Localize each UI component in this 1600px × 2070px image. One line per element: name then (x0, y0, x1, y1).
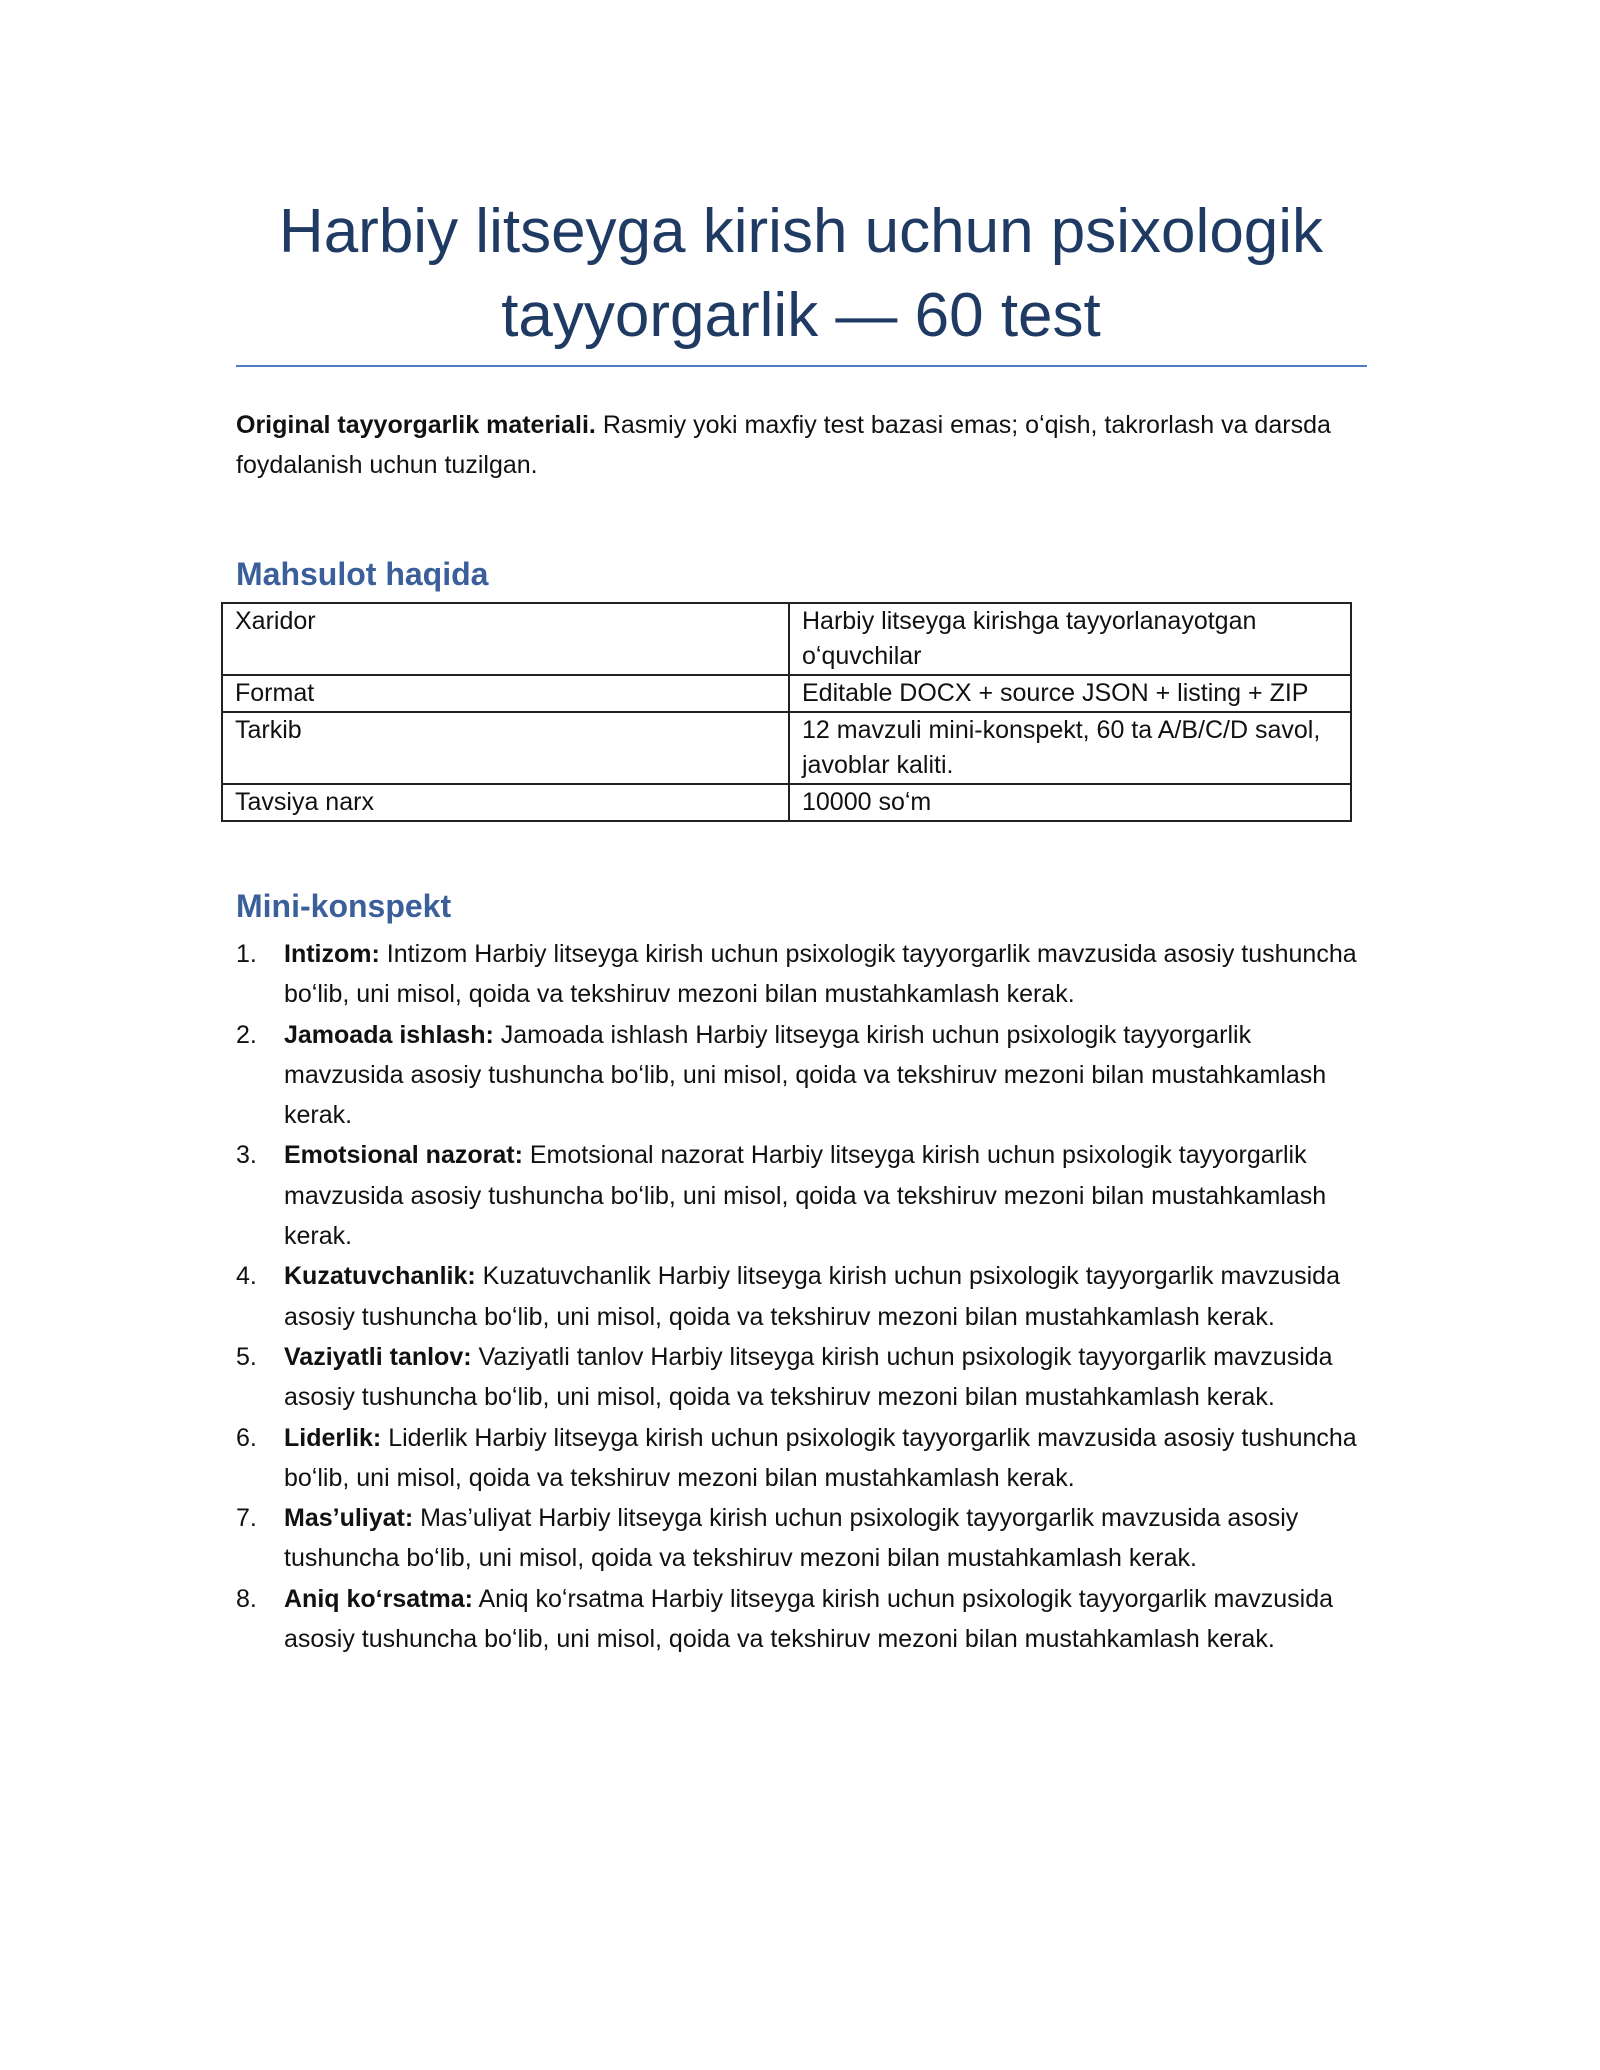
table-cell-key: Tavsiya narx (222, 784, 789, 821)
list-item-term: Liderlik: (284, 1423, 382, 1452)
konspekt-heading: Mini-konspekt (236, 888, 452, 924)
list-item-term: Emotsional nazorat: (284, 1141, 523, 1170)
list-item-number: 3. (236, 1141, 257, 1170)
list-item-number: 2. (236, 1020, 257, 1049)
list-item (236, 1015, 1376, 1136)
list-item-term: Kuzatuvchanlik: (284, 1262, 476, 1291)
list-item (236, 1135, 1376, 1256)
list-item-text: Jamoada ishlash Harbiy litseyga kirish uchun psixologik tayyorgarlik mavzusida asosiy tushuncha boʻlib, uni misol, qoida va tekshiruv mezoni bilan mustahkamlash kerak. (284, 1020, 1327, 1130)
list-item-text: Vaziyatli tanlov Harbiy litseyga kirish uchun psixologik tayyorgarlik mavzusida asosiy tushuncha boʻlib, uni misol, qoida va tekshiruv mezoni bilan mustahkamlash kerak. (284, 1342, 1333, 1412)
table-cell-key: Tarkib (222, 712, 789, 784)
list-item-term: Vaziyatli tanlov: (284, 1342, 472, 1371)
list-item-text: Intizom Harbiy litseyga kirish uchun psixologik tayyorgarlik mavzusida asosiy tushuncha boʻlib, uni misol, qoida va tekshiruv mezoni bilan mustahkamlash kerak. (284, 940, 1357, 1009)
list-item (236, 934, 1376, 1015)
list-item-text: Liderlik Harbiy litseyga kirish uchun psixologik tayyorgarlik mavzusida asosiy tushuncha boʻlib, uni misol, qoida va tekshiruv mezoni bilan mustahkamlash kerak. (284, 1423, 1357, 1492)
list-item-number: 6. (236, 1423, 257, 1452)
table-row (222, 784, 1351, 821)
list-item-term: Intizom: (284, 940, 380, 968)
intro-text: Rasmiy yoki maxfiy test bazasi emas; oʻqish, takrorlash va darsda foydalanish uchun tuzilgan. (236, 411, 1331, 479)
list-item-number: 5. (236, 1342, 257, 1371)
product-info-table (221, 602, 1352, 822)
list-item-text: Emotsional nazorat Harbiy litseyga kirish uchun psixologik tayyorgarlik mavzusida asosiy tushuncha boʻlib, uni misol, qoida va tekshiruv mezoni bilan mustahkamlash kerak. (284, 1141, 1327, 1251)
list-item (236, 1579, 1376, 1660)
list-item-text: Mas’uliyat Harbiy litseyga kirish uchun psixologik tayyorgarlik mavzusida asosiy tushuncha boʻlib, uni misol, qoida va tekshiruv mezoni bilan mustahkamlash kerak. (284, 1504, 1299, 1573)
list-item-term: Aniq koʻrsatma: (284, 1584, 473, 1613)
list-item-text: Aniq koʻrsatma Harbiy litseyga kirish uchun psixologik tayyorgarlik mavzusida asosiy tushuncha boʻlib, uni misol, qoida va tekshiruv mezoni bilan mustahkamlash kerak. (284, 1584, 1334, 1654)
title-divider (236, 365, 1367, 367)
list-item (236, 1337, 1376, 1418)
list-item-text: Kuzatuvchanlik Harbiy litseyga kirish uchun psixologik tayyorgarlik mavzusida asosiy tushuncha boʻlib, uni misol, qoida va tekshiruv mezoni bilan mustahkamlash kerak. (284, 1262, 1340, 1331)
table-cell-key: Format (222, 675, 789, 712)
konspekt-list (236, 934, 1376, 1659)
list-item-number: 7. (236, 1504, 257, 1533)
list-item-term: Mas’uliyat: (284, 1504, 414, 1533)
list-item-term: Jamoada ishlash: (284, 1020, 494, 1049)
table-row (222, 712, 1351, 784)
table-cell-value: Harbiy litseyga kirishga tayyorlanayotgan oʻquvchilar (789, 603, 1351, 675)
list-item-number: 8. (236, 1584, 257, 1613)
list-item-number: 4. (236, 1262, 257, 1291)
table-cell-value: 10000 soʻm (789, 784, 1351, 821)
table-cell-key: Xaridor (222, 603, 789, 675)
list-item-number: 1. (236, 940, 257, 968)
document-title: Harbiy litseyga kirish uchun psixologik tayyorgarlik — 60 test (278, 197, 1324, 350)
list-item (236, 1256, 1376, 1337)
list-item (236, 1418, 1376, 1499)
table-row (222, 675, 1351, 712)
table-cell-value: Editable DOCX + source JSON + listing + ZIP (789, 675, 1351, 712)
product-heading: Mahsulot haqida (236, 556, 489, 592)
table-row (222, 603, 1351, 675)
table-cell-value: 12 mavzuli mini-konspekt, 60 ta A/B/C/D savol, javoblar kaliti. (789, 712, 1351, 784)
intro-paragraph (236, 405, 1376, 485)
list-item (236, 1498, 1376, 1579)
intro-bold-lead: Original tayyorgarlik materiali. (236, 411, 596, 439)
